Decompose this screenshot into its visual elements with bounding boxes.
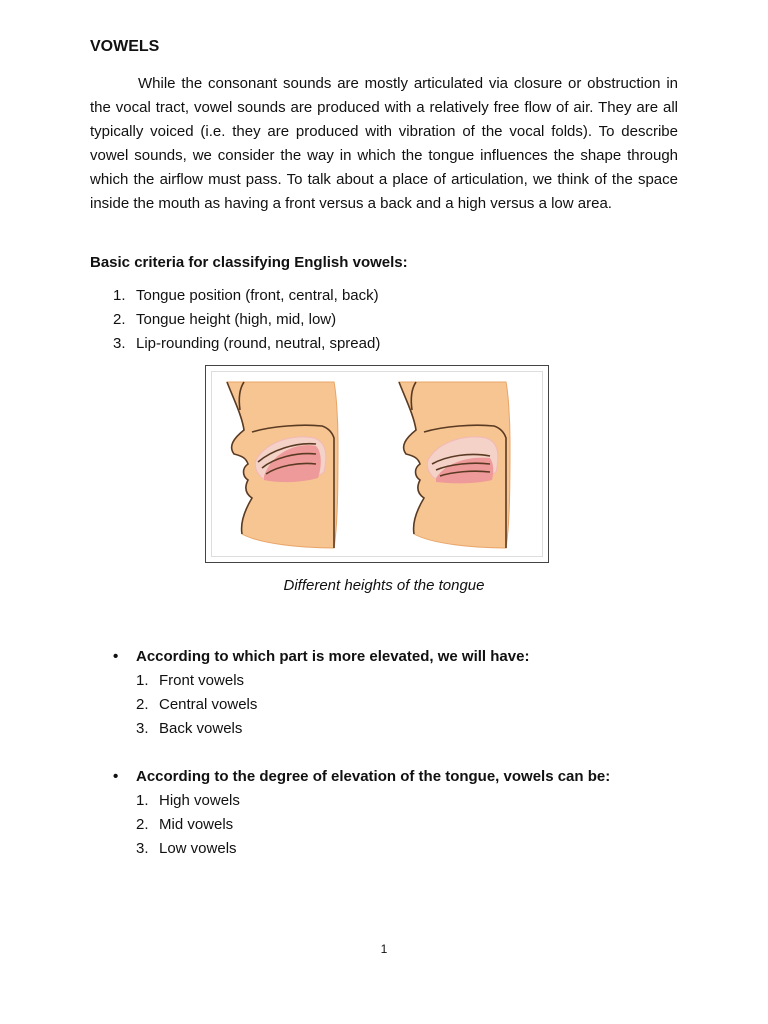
head-profile-low-tongue (399, 382, 510, 548)
bullet-heading: According to which part is more elevated, we will have: (136, 648, 530, 665)
head-profile-high-tongue (227, 382, 338, 548)
tongue-illustration (212, 372, 544, 558)
list-item: 2. Mid vowels (136, 816, 234, 833)
part-elevated-list (136, 669, 257, 741)
list-item: 1. Tongue position (front, central, back) (113, 287, 379, 304)
criteria-heading: Basic criteria for classifying English vowels: (90, 254, 408, 271)
criteria-list (113, 284, 380, 356)
tongue-height-figure (205, 365, 549, 563)
bullet-icon: • (113, 648, 119, 665)
list-item: 3. Lip-rounding (round, neutral, spread) (113, 335, 381, 352)
bullet-icon: • (113, 768, 119, 785)
list-item: 3. Back vowels (136, 720, 243, 737)
list-item: 2. Central vowels (136, 696, 258, 713)
list-item: 1. High vowels (136, 792, 240, 809)
list-item: 2. Tongue height (high, mid, low) (113, 311, 337, 328)
intro-paragraph: While the consonant sounds are mostly articulated via closure or obstruction in the vocal tract, vowel sounds are produced with a relatively free flow of air. They are all typically voiced (i.e. they are produced with vibration of the vocal folds). To describe vowel sounds, we consider the way in which the tongue influences the shape through which the airflow must pass. To talk about a place of articulation, we think of the space inside the mouth as having a front versus a back and a high versus a low area. (90, 75, 678, 212)
list-item: 1. Front vowels (136, 672, 245, 689)
figure-caption: Different heights of the tongue (283, 577, 485, 594)
page-number: 1 (380, 942, 388, 956)
list-item: 3. Low vowels (136, 840, 237, 857)
bullet-heading: According to the degree of elevation of the tongue, vowels can be: (136, 768, 611, 785)
page-title: VOWELS (90, 38, 160, 55)
degree-elevation-list (136, 789, 240, 861)
